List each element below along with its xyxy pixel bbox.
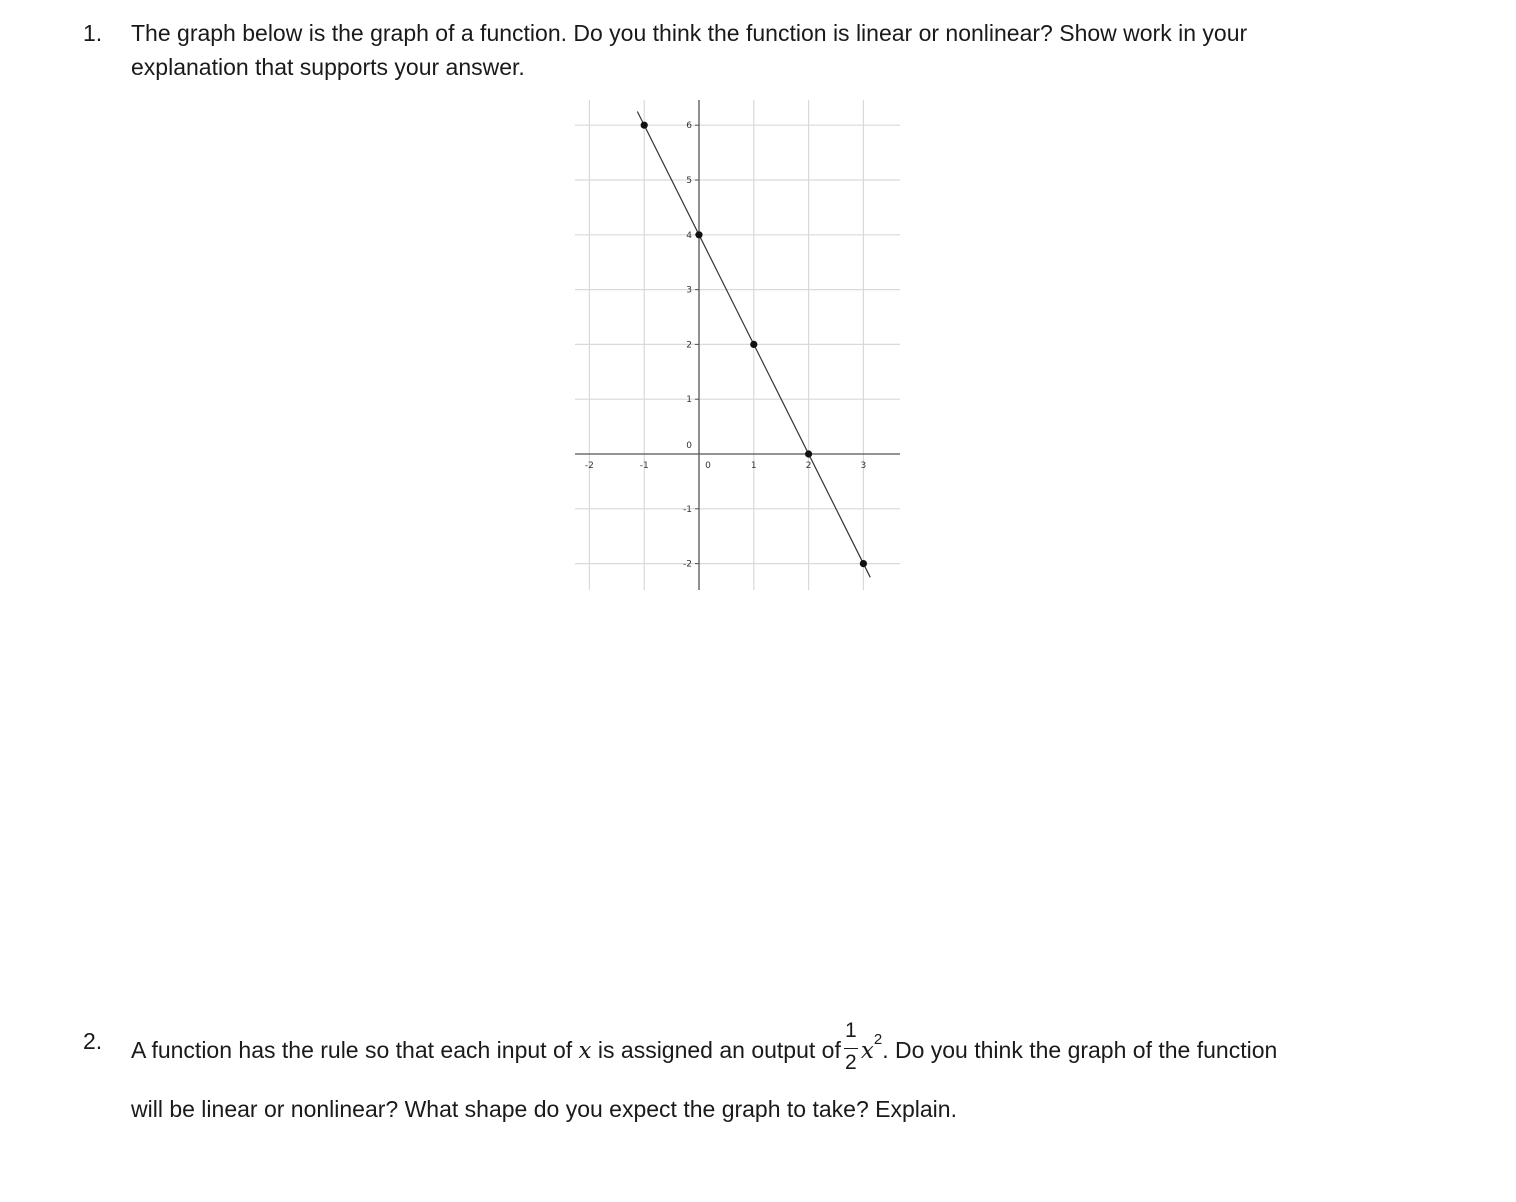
x-tick-label: -1 — [639, 461, 649, 471]
y-tick-label: 5 — [686, 176, 692, 186]
y-tick-label: -1 — [683, 504, 692, 515]
data-point — [641, 122, 648, 129]
x-tick-label: 2 — [805, 461, 812, 471]
x-tick-label: 1 — [750, 461, 757, 471]
y-tick-label: 4 — [686, 230, 692, 241]
question-1-text — [131, 16, 1431, 84]
fraction-bar — [844, 1048, 858, 1049]
fraction-denominator: 2 — [845, 1051, 857, 1074]
y-tick-label: 0 — [686, 441, 692, 451]
axes — [575, 100, 900, 590]
question-2-text-after: . Do you think the graph of the function — [882, 1037, 1278, 1064]
data-point — [695, 231, 702, 238]
data-point — [750, 341, 757, 348]
y-tick-label: -2 — [683, 559, 692, 570]
question-2-number: 2. — [83, 1028, 103, 1054]
tick-labels — [585, 121, 866, 569]
x-tick-label: 0 — [705, 461, 711, 471]
y-tick-label: 3 — [686, 285, 692, 296]
question-1-line-2: explanation that supports your answer. — [131, 54, 525, 80]
data-point — [860, 560, 867, 567]
question-2-line-1 — [131, 1019, 1431, 1080]
function-graph — [560, 90, 910, 596]
fraction-numerator: 1 — [845, 1019, 857, 1042]
y-tick-label: 6 — [686, 121, 692, 132]
question-2-text-before-variable: A function has the rule so that each input of — [131, 1037, 579, 1064]
variable-x-squared: x — [860, 1038, 874, 1065]
question-2-line-2: will be linear or nonlinear? What shape do you expect the graph to take? Explain. — [131, 1096, 957, 1122]
x-tick-label: 3 — [860, 461, 867, 471]
question-1-number: 1. — [83, 20, 103, 46]
fraction-one-half — [843, 1020, 859, 1076]
exponent: 2 — [873, 1031, 883, 1049]
grid-lines — [575, 100, 900, 590]
y-tick-label: 1 — [686, 395, 692, 406]
question-2-text — [131, 1019, 1431, 1126]
question-1-line-1: The graph below is the graph of a function. Do you think the function is linear or nonlinear? Show work in your — [131, 20, 1248, 46]
y-tick-label: 2 — [686, 340, 692, 351]
variable-x: x — [578, 1038, 592, 1065]
data-point — [805, 450, 812, 457]
x-tick-label: -2 — [584, 461, 594, 471]
question-2-text-middle: is assigned an output of — [591, 1037, 841, 1064]
